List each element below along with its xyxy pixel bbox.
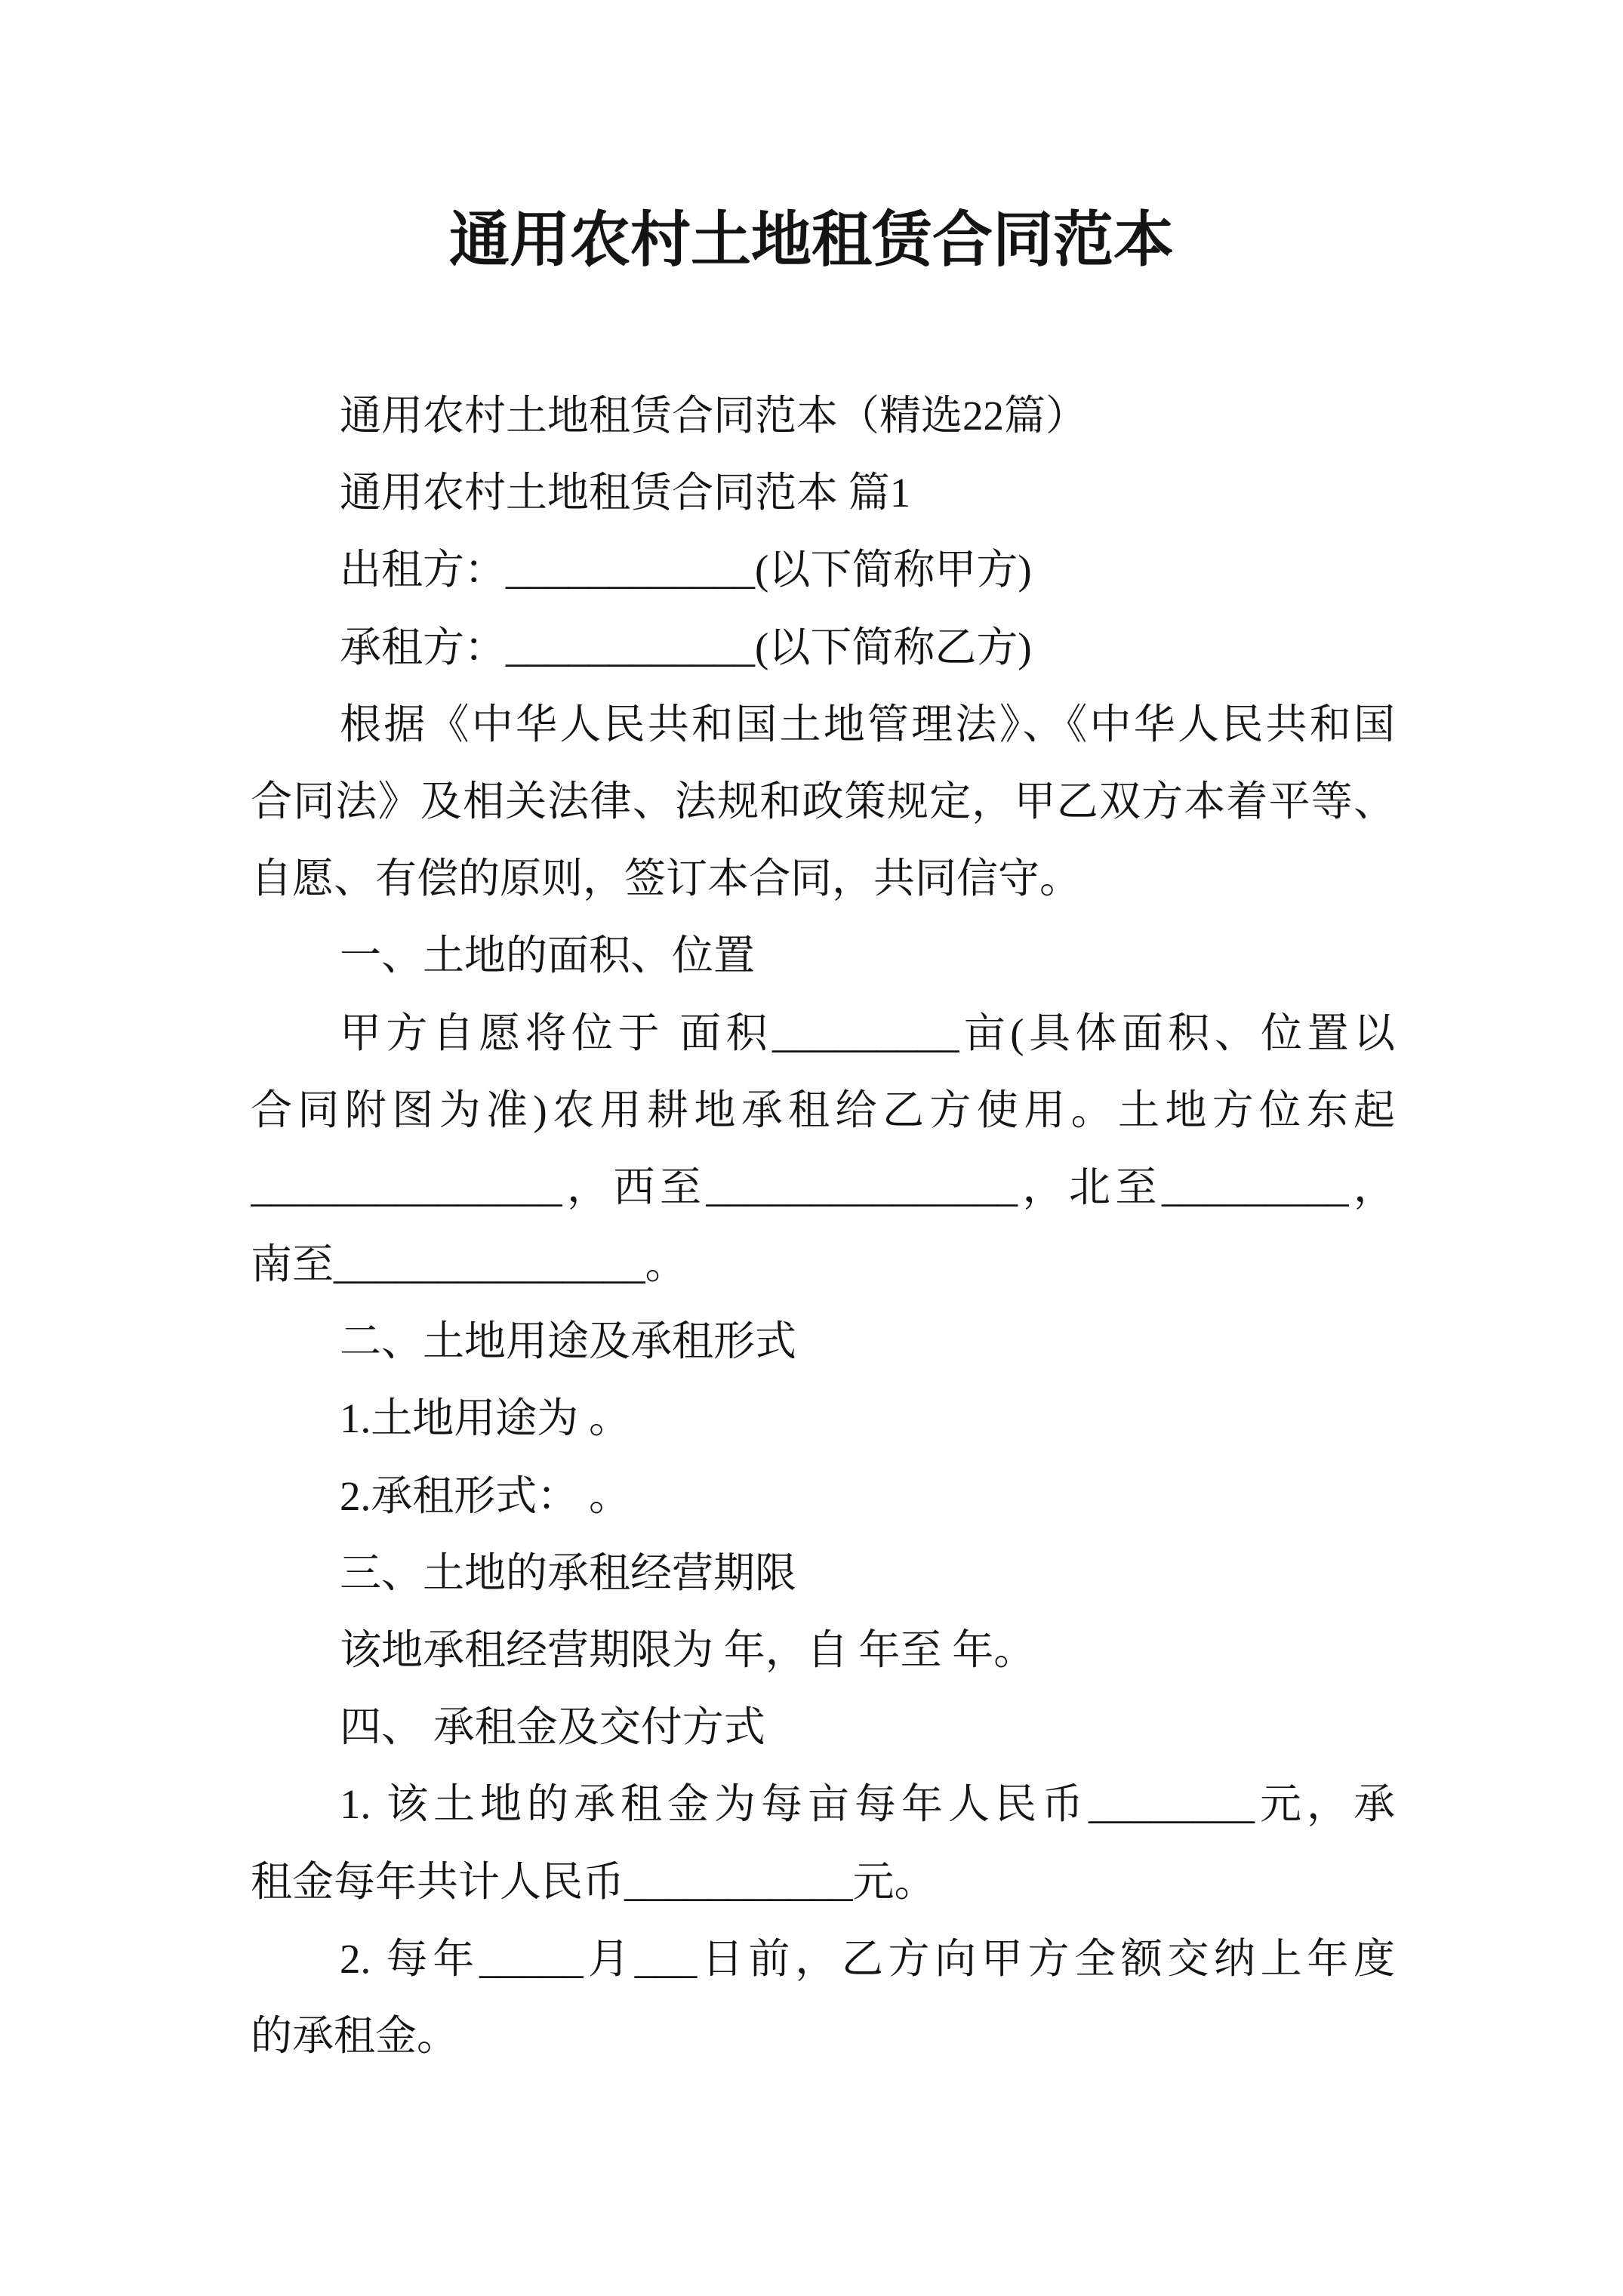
lessee-line: 承租方：____________(以下简称乙方) xyxy=(340,624,1032,670)
section-heading-land-use: 二、土地用途及承租形式 xyxy=(340,1318,797,1365)
boundary-line: _______________，西至_______________，北至_________， xyxy=(251,1163,1395,1210)
rent-amount-line: 租金每年共计人民币___________元。 xyxy=(251,1858,936,1905)
rent-payment-date-line: 2. 每年_____月___日前，乙方向甲方全额交纳上年度 xyxy=(340,1935,1395,1982)
section-heading-rent-payment: 四、 承租金及交付方式 xyxy=(340,1704,765,1751)
land-use-line: 1.土地用途为 。 xyxy=(340,1395,631,1442)
preamble-line: 根据《中华人民共和国土地管理法》、《中华人民共和国 xyxy=(340,701,1395,747)
collection-subtitle: 通用农村土地租赁合同范本（精选22篇） xyxy=(340,393,1088,439)
document-body xyxy=(251,378,1395,2075)
document-title: 通用农村土地租赁合同范本 xyxy=(449,208,1174,274)
preamble-line: 自愿、有偿的原则，签订本合同，共同信守。 xyxy=(251,855,1082,902)
boundary-line: 南至_______________。 xyxy=(251,1241,687,1288)
lease-term-line: 该地承租经营期限为 年，自 年至 年。 xyxy=(340,1627,1036,1673)
section-heading-area-location: 一、土地的面积、位置 xyxy=(340,932,756,979)
area-location-line: 甲方自愿将位于 面积_________亩(具体面积、位置以 xyxy=(340,1009,1395,1056)
lease-form-line: 2.承租形式： 。 xyxy=(340,1472,631,1519)
rent-payment-date-line: 的承租金。 xyxy=(251,2012,459,2059)
section-heading-lease-term: 三、土地的承租经营期限 xyxy=(340,1549,797,1596)
preamble-line: 合同法》及相关法律、法规和政策规定，甲乙双方本着平等、 xyxy=(251,778,1395,824)
rent-amount-line: 1. 该土地的承租金为每亩每年人民币________元，承 xyxy=(340,1781,1395,1828)
area-location-line: 合同附图为准)农用耕地承租给乙方使用。土地方位东起 xyxy=(251,1086,1395,1133)
lessor-line: 出租方：____________(以下简称甲方) xyxy=(340,547,1032,593)
article-heading: 通用农村土地租赁合同范本 篇1 xyxy=(340,470,911,516)
